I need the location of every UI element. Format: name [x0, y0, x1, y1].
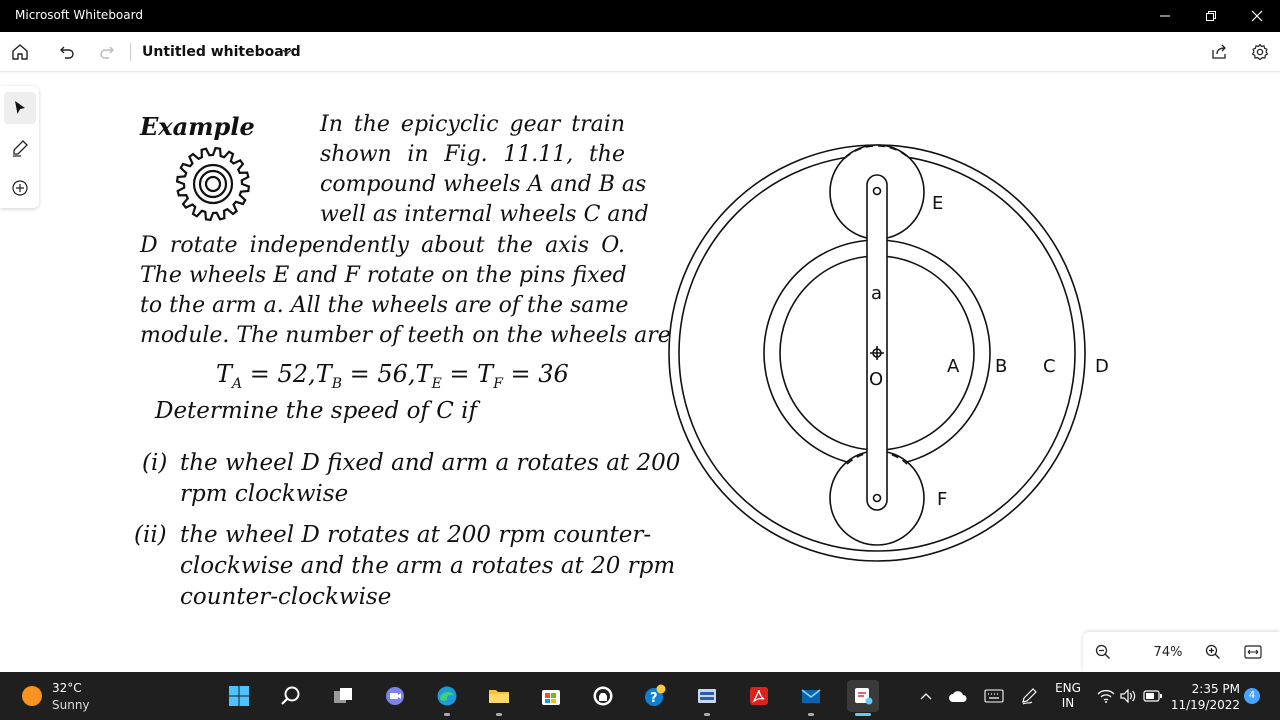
tool-palette [0, 86, 39, 208]
home-button[interactable] [4, 36, 36, 68]
language-code: ENG [1055, 681, 1081, 695]
store-app[interactable] [535, 680, 567, 712]
label-wheel-d: D [1095, 356, 1109, 377]
fit-to-screen-button[interactable] [1239, 638, 1267, 666]
option-line: counter-clockwise [180, 584, 392, 610]
document-title[interactable]: Untitled whiteboard [142, 44, 301, 60]
github-icon [592, 685, 614, 707]
settings-button[interactable] [1244, 36, 1276, 68]
gear-icon [1251, 43, 1269, 61]
taskbar [0, 672, 1280, 720]
label-wheel-b: B [995, 356, 1008, 377]
label-wheel-f: F [937, 489, 948, 510]
notification-badge[interactable]: 4 [1244, 688, 1260, 704]
search-button[interactable] [275, 680, 307, 712]
keyboard-icon [984, 689, 1004, 703]
title-dropdown-button[interactable] [281, 42, 297, 62]
example-heading: Example [140, 112, 255, 141]
pen-workspace-icon [1020, 687, 1038, 705]
language-region: IN [1061, 696, 1075, 710]
cloud-icon [948, 689, 968, 703]
chat-icon [384, 685, 406, 707]
zoom-out-icon [1095, 644, 1111, 660]
intro-line-3: compound wheels A and B as [320, 172, 647, 197]
fit-screen-icon [1244, 645, 1262, 659]
app-bar [0, 32, 1280, 72]
running-indicator [444, 713, 450, 716]
store-icon [540, 685, 562, 707]
running-indicator [855, 713, 871, 716]
edge-icon [436, 685, 458, 707]
label-wheel-e: E [932, 193, 944, 214]
mail-icon [800, 685, 822, 707]
title-bar [0, 0, 1280, 32]
add-button[interactable] [4, 172, 36, 204]
zoom-in-icon [1205, 644, 1221, 660]
window-title: Microsoft Whiteboard [15, 8, 143, 22]
pen-icon [11, 139, 29, 157]
folder-icon [488, 685, 510, 707]
redo-icon [98, 43, 116, 61]
wifi-icon [1097, 689, 1115, 703]
running-indicator [808, 713, 814, 716]
help-icon [643, 684, 667, 708]
running-indicator [704, 713, 710, 716]
battery-button[interactable] [1143, 684, 1163, 708]
scanner-icon [696, 685, 718, 707]
teams-chat-button[interactable] [379, 680, 411, 712]
restore-icon [1205, 10, 1217, 22]
gear-train-figure [660, 135, 1130, 575]
intro-line-4: well as internal wheels C and [320, 202, 649, 227]
chevron-down-icon [281, 46, 293, 58]
label-wheel-c: C [1043, 356, 1056, 377]
running-indicator [496, 713, 502, 716]
plus-circle-icon [11, 179, 29, 197]
github-app[interactable] [587, 680, 619, 712]
option-line: the wheel D fixed and arm a rotates at 200 [180, 450, 681, 476]
file-explorer-app[interactable] [483, 680, 515, 712]
keyboard-button[interactable] [983, 684, 1005, 708]
minimize-button[interactable] [1142, 0, 1188, 32]
mail-app[interactable] [795, 680, 827, 712]
wifi-button[interactable] [1096, 684, 1116, 708]
whiteboard-icon [852, 685, 874, 707]
intro-line-1: In the epicyclic gear train [320, 112, 625, 137]
zoom-out-button[interactable] [1089, 638, 1117, 666]
undo-button[interactable] [51, 36, 83, 68]
cog-icon [172, 144, 254, 224]
input-language-indicator[interactable] [1052, 681, 1084, 711]
option-line: clockwise and the arm a rotates at 20 rpm [180, 553, 676, 579]
battery-icon [1143, 690, 1163, 702]
arm-a [867, 175, 887, 510]
body-line-2: The wheels E and F rotate on the pins fixed [140, 263, 627, 288]
body-line-3: to the arm a. All the wheels are of the same [140, 293, 629, 318]
task-view-icon [332, 685, 354, 707]
weather-temperature[interactable]: 32°C [52, 681, 82, 695]
whiteboard-app[interactable] [847, 680, 879, 712]
pdf-icon [748, 685, 770, 707]
home-icon [11, 43, 29, 61]
pen-tool[interactable] [4, 132, 36, 164]
divider [130, 43, 131, 61]
weather-condition[interactable]: Sunny [52, 698, 90, 712]
redo-button[interactable] [91, 36, 123, 68]
help-app[interactable] [639, 680, 671, 712]
close-button[interactable] [1234, 0, 1280, 32]
question-text: Determine the speed of C if [155, 398, 478, 424]
option-number: (ii) [134, 522, 167, 548]
clock[interactable] [1168, 681, 1240, 713]
label-wheel-a: A [947, 356, 960, 377]
body-line-1: D rotate independently about the axis O. [140, 233, 625, 258]
share-button[interactable] [1204, 36, 1236, 68]
teeth-formula: $T_A = 52,T_B = 56,T_E = T_F = 36$ [216, 360, 569, 392]
select-tool[interactable] [4, 92, 36, 124]
undo-icon [58, 43, 76, 61]
pointer-icon [12, 100, 28, 116]
show-hidden-icons-button[interactable] [916, 684, 936, 708]
onedrive-button[interactable] [947, 684, 969, 708]
minimize-icon [1159, 10, 1171, 22]
zoom-controls [1083, 632, 1280, 672]
start-button[interactable] [223, 680, 255, 712]
restore-button[interactable] [1188, 0, 1234, 32]
pen-menu-button[interactable] [1018, 684, 1040, 708]
zoom-level[interactable]: 74% [1153, 645, 1183, 660]
search-icon [280, 685, 302, 707]
clock-time: 2:35 PM [1191, 682, 1240, 696]
intro-line-2: shown in Fig. 11.11, the [320, 142, 625, 167]
chevron-up-icon [920, 692, 932, 700]
task-view-button[interactable] [327, 680, 359, 712]
option-line: rpm clockwise [180, 481, 349, 507]
body-line-4: module. The number of teeth on the wheels are [140, 323, 671, 348]
zoom-in-button[interactable] [1199, 638, 1227, 666]
windows-logo-icon [228, 685, 250, 707]
svg-text:?: ? [650, 691, 658, 706]
label-a-arm: a [871, 283, 883, 304]
sun-icon[interactable] [22, 686, 42, 706]
option-line: the wheel D rotates at 200 rpm counter- [180, 522, 652, 548]
clock-date: 11/19/2022 [1170, 698, 1240, 712]
volume-button[interactable] [1119, 684, 1139, 708]
share-icon [1211, 43, 1229, 61]
acrobat-app[interactable] [743, 680, 775, 712]
label-o: O [869, 369, 884, 390]
edge-app[interactable] [431, 680, 463, 712]
close-icon [1251, 10, 1263, 22]
scanner-app[interactable] [691, 680, 723, 712]
speaker-icon [1120, 689, 1138, 703]
option-number: (i) [142, 450, 168, 476]
